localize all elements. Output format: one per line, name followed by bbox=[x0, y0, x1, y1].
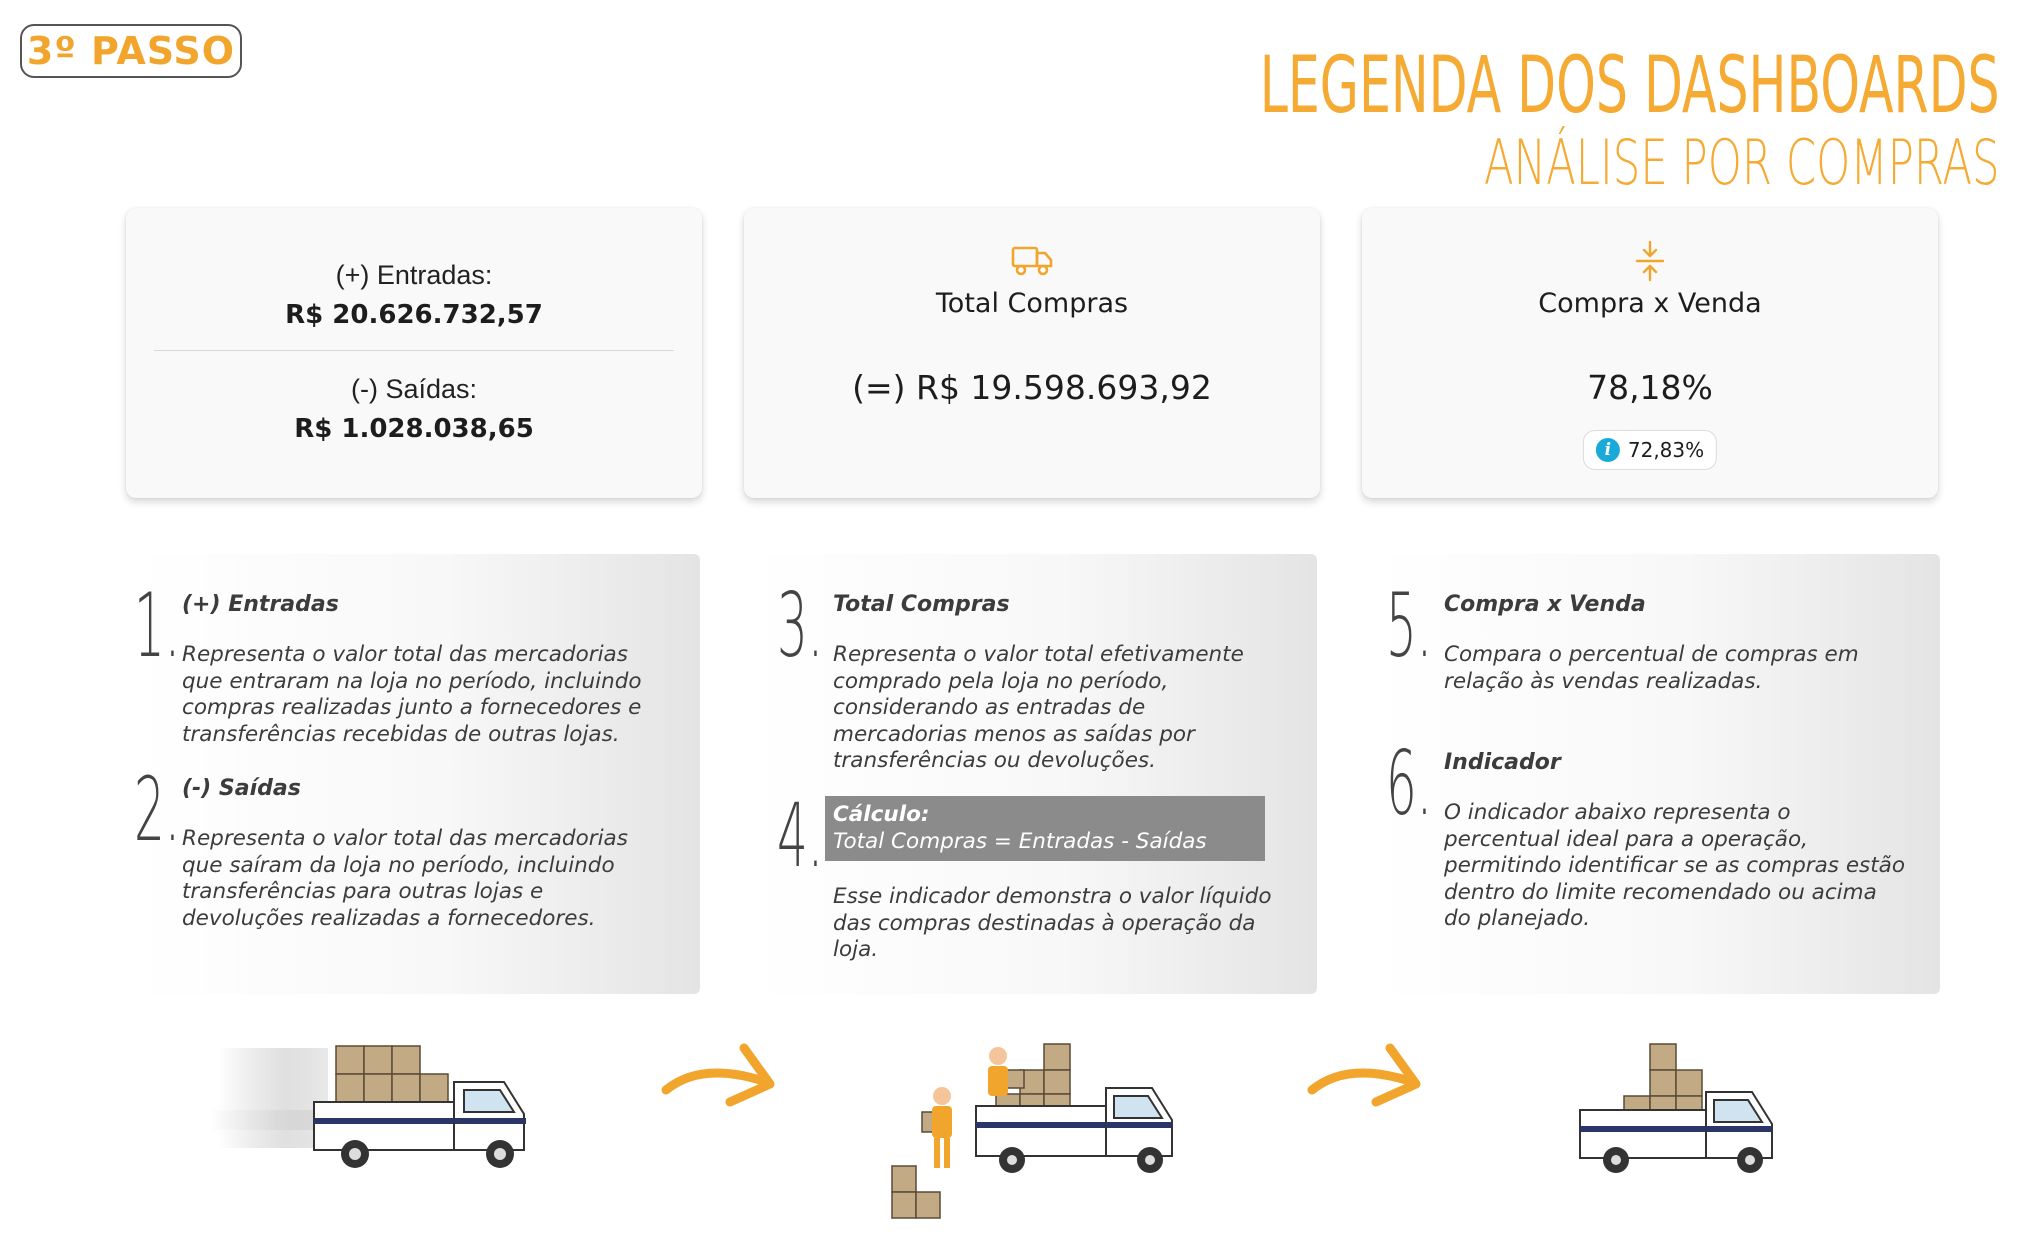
text-line: das compras destinadas à operação da bbox=[833, 910, 1256, 936]
partial-load-truck-illustration bbox=[1570, 1040, 1820, 1180]
text-line: O indicador abaixo representa o bbox=[1444, 800, 1791, 825]
total-compras-card bbox=[744, 208, 1320, 498]
truck-icon bbox=[1009, 238, 1055, 284]
legend-title-saidas: (-) Saídas bbox=[182, 776, 301, 801]
text-line: permitindo identificar se as compras estão bbox=[1444, 853, 1906, 878]
text-line: loja. bbox=[833, 937, 879, 962]
legend-number-5: 5. bbox=[1386, 574, 1433, 677]
total-compras-title: Total Compras bbox=[935, 288, 1129, 319]
legend-number-2: 2. bbox=[134, 758, 181, 861]
entradas-label: (+) Entradas: bbox=[335, 260, 493, 290]
entradas-saidas-card bbox=[126, 208, 702, 498]
compra-venda-card bbox=[1362, 208, 1938, 498]
calculation-title: Cálculo: bbox=[833, 802, 930, 827]
loaded-truck-illustration bbox=[210, 1030, 550, 1180]
legend-number-4: 4. bbox=[777, 784, 824, 887]
legend-text-saidas bbox=[182, 826, 628, 932]
card-divider bbox=[154, 350, 674, 351]
legend-text-calculo bbox=[833, 884, 1272, 964]
legend-title-entradas: (+) Entradas bbox=[182, 592, 339, 617]
indicator-badge bbox=[1583, 430, 1717, 470]
text-line: do planejado. bbox=[1444, 906, 1591, 931]
page-title: LEGENDA DOS DASHBOARDS bbox=[1260, 41, 2000, 131]
text-line: Representa o valor total efetivamente bbox=[833, 642, 1244, 667]
text-line: percentual ideal para a operação, bbox=[1444, 826, 1808, 852]
legend-number-6: 6. bbox=[1386, 732, 1433, 835]
indicator-value: 72,83% bbox=[1627, 438, 1705, 462]
arrow-right-icon bbox=[1306, 1040, 1426, 1120]
text-line: Esse indicador demonstra o valor líquido bbox=[833, 884, 1272, 909]
text-line: dentro do limite recomendado ou acima bbox=[1444, 879, 1877, 905]
text-line: comprado pela loja no período, bbox=[833, 668, 1169, 694]
text-line: relação às vendas realizadas. bbox=[1444, 668, 1763, 694]
text-line: que saíram da loja no período, incluindo bbox=[182, 852, 615, 878]
text-line: mercadorias menos as saídas por bbox=[833, 721, 1195, 747]
text-line: Representa o valor total das mercadorias bbox=[182, 826, 628, 851]
saidas-label: (-) Saídas: bbox=[350, 374, 478, 404]
legend-text-compra-venda bbox=[1444, 642, 1859, 695]
text-line: Compara o percentual de compras em bbox=[1444, 642, 1859, 667]
legend-text-entradas bbox=[182, 642, 642, 748]
legend-text-indicador bbox=[1444, 800, 1905, 933]
arrow-right-icon bbox=[660, 1040, 780, 1120]
legend-title-total-compras: Total Compras bbox=[833, 592, 1010, 617]
unloading-truck-illustration bbox=[890, 1040, 1210, 1220]
compress-arrows-icon bbox=[1627, 238, 1673, 284]
saidas-value: R$ 1.028.038,65 bbox=[294, 414, 534, 444]
legend-text-total-compras bbox=[833, 642, 1244, 775]
compra-venda-title: Compra x Venda bbox=[1538, 288, 1762, 319]
calculation-formula: Total Compras = Entradas - Saídas bbox=[833, 828, 1207, 854]
legend-number-3: 3. bbox=[777, 574, 824, 677]
text-line: transferências ou devoluções. bbox=[833, 748, 1156, 773]
page-subtitle: ANÁLISE POR COMPRAS bbox=[1484, 126, 2000, 199]
legend-panel-2 bbox=[749, 554, 1317, 994]
total-compras-value: (=) R$ 19.598.693,92 bbox=[852, 368, 1212, 407]
legend-panel-3 bbox=[1372, 554, 1940, 994]
legend-panel-1 bbox=[132, 554, 700, 994]
info-icon: i bbox=[1596, 438, 1620, 462]
text-line: devoluções realizadas a fornecedores. bbox=[182, 905, 596, 931]
text-line: Representa o valor total das mercadorias bbox=[182, 642, 628, 667]
text-line: considerando as entradas de bbox=[833, 695, 1146, 720]
text-line: que entraram na loja no período, incluindo bbox=[182, 668, 642, 694]
legend-title-compra-venda: Compra x Venda bbox=[1444, 592, 1646, 617]
text-line: compras realizadas junto a fornecedores e bbox=[182, 695, 642, 720]
calculation-box bbox=[825, 796, 1265, 861]
text-line: transferências para outras lojas e bbox=[182, 879, 544, 904]
step-badge: 3º PASSO bbox=[20, 24, 242, 78]
compra-venda-value: 78,18% bbox=[1587, 368, 1713, 407]
text-line: transferências recebidas de outras lojas. bbox=[182, 721, 620, 747]
legend-title-indicador: Indicador bbox=[1444, 750, 1561, 775]
legend-number-1: 1. bbox=[134, 574, 181, 677]
entradas-value: R$ 20.626.732,57 bbox=[285, 300, 543, 330]
